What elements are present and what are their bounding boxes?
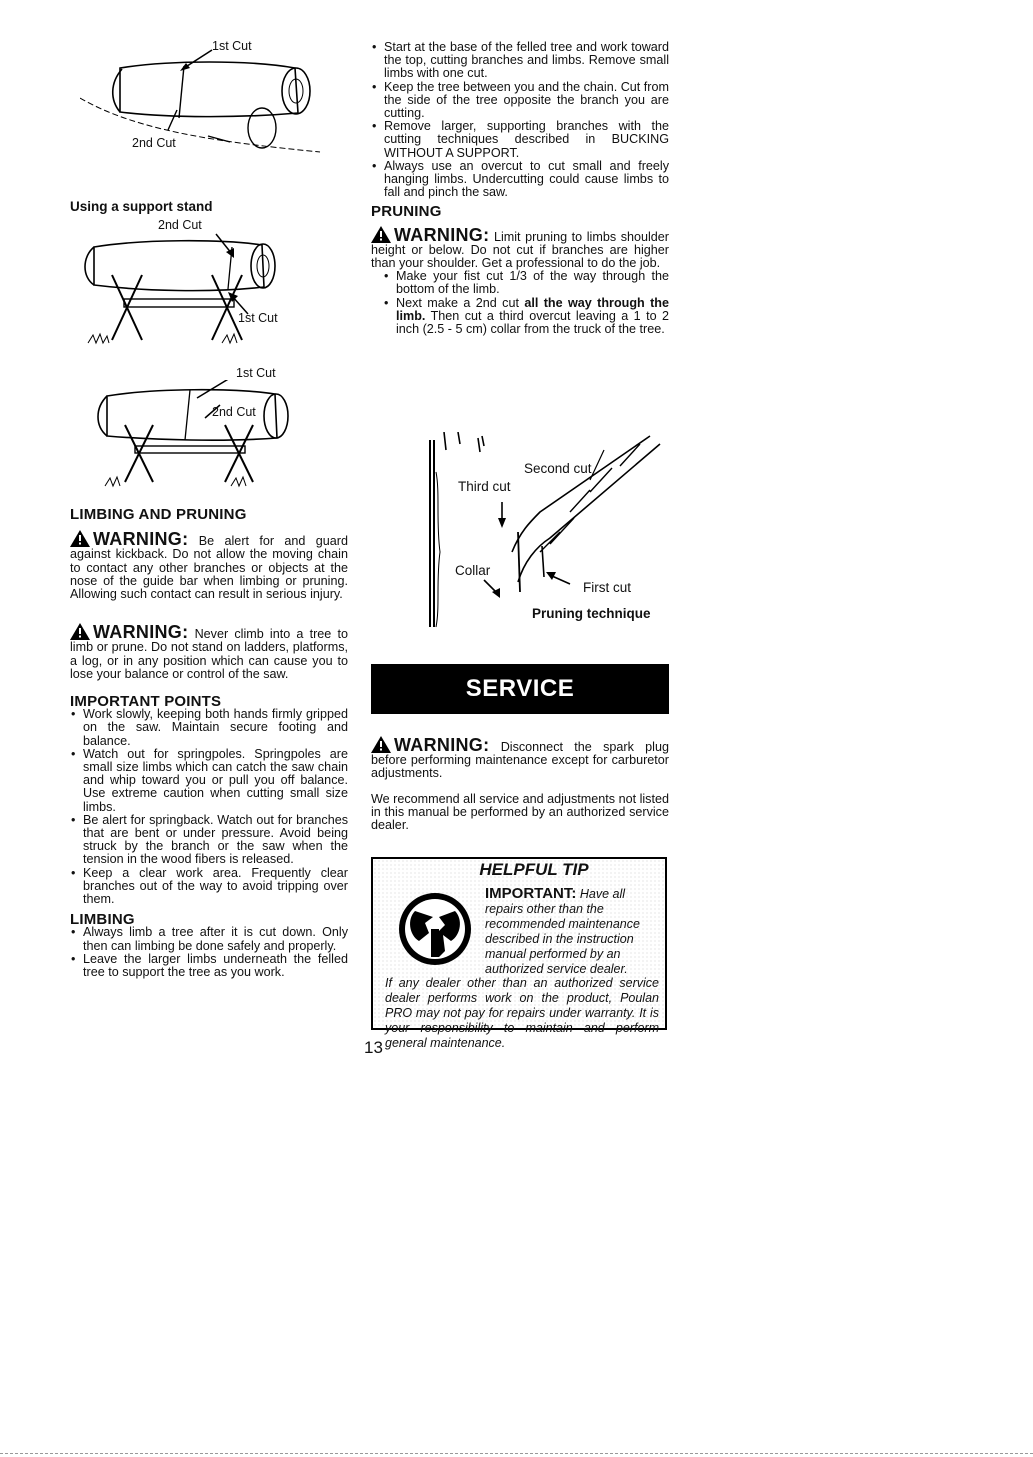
climbing-warning-text: Never climb into a tree to limb or prune. Do not stand on ladders, platforms, a log, or in any position which can cause you to lose your balance or control of the saw.: [70, 627, 348, 681]
warning-label: WARNING:: [93, 529, 189, 550]
collar-label: Collar: [455, 563, 491, 578]
service-text: [371, 736, 669, 832]
list-item: • Next make a 2nd cut all the way through the limb. Then cut a third overcut leaving a 1 to 2 inch (2.5 - 5 cm) collar from the truck of the tree.: [383, 297, 669, 337]
list-item: • Watch out for springpoles. Springpoles are small size limbs which can catch the saw chain and whip toward you or pull you off balance. Use extreme caution when cutting small size limbs.: [70, 748, 348, 814]
support-stand-illustration-2: [95, 380, 295, 490]
helpful-tip-title: HELPFUL TIP: [479, 860, 589, 879]
warning-triangle-icon: [70, 623, 90, 640]
spark-plug-warning-text: Disconnect the spark plug before performing maintenance except for carburetor adjustments.: [371, 740, 669, 781]
log-on-ground-illustration: [80, 38, 330, 158]
stand1-second-cut-arrow: [210, 230, 240, 260]
list-item: • Make your fist cut 1/3 of the way through the bottom of the limb.: [383, 270, 669, 296]
climbing-warning: [70, 623, 348, 681]
list-item: • Always use an overcut to cut small and freely hanging limbs. Undercutting could cause limbs to fall and pinch the saw.: [371, 160, 669, 200]
helpful-tip-important-label: IMPORTANT:: [485, 885, 577, 902]
wrench-icon: [395, 889, 475, 969]
spark-plug-warning: [371, 736, 669, 781]
left-column-text: [70, 508, 348, 979]
support-stand-caption: Using a support stand: [70, 199, 213, 214]
list-item: • Start at the base of the felled tree and work toward the top, cutting branches and limbs. Remove small limbs with one cut.: [371, 41, 669, 81]
list-item: • Leave the larger limbs underneath the felled tree to support the tree as you work.: [70, 953, 348, 979]
stand1-first-cut-arrow: [224, 288, 254, 318]
stand2-first-cut-label: 1st Cut: [236, 366, 276, 380]
second-cut-label: Second cut: [524, 461, 592, 476]
limbing-continued-list: [371, 41, 669, 199]
warning-label: WARNING:: [93, 622, 189, 643]
important-points-list: [70, 708, 348, 906]
service-banner: SERVICE: [371, 664, 669, 714]
stand1-first-cut-label: 1st Cut: [238, 311, 278, 325]
first-cut-label: First cut: [583, 580, 632, 595]
warning-triangle-icon: [70, 530, 90, 547]
helpful-tip-text-1: Have all repairs other than the recommended maintenance described in the instruction manual performed by an authorized service dealer.: [485, 887, 640, 976]
helpful-tip-text: [485, 886, 657, 977]
support-stand-illustration-1: [82, 225, 297, 350]
pruning-technique-caption: Pruning technique: [532, 606, 651, 621]
top-second-cut-label: 2nd Cut: [132, 136, 176, 150]
stand2-second-cut-label: 2nd Cut: [212, 405, 256, 419]
list-item: • Work slowly, keeping both hands firmly gripped on the saw. Maintain secure footing and balance.: [70, 708, 348, 748]
list-item: • Keep the tree between you and the chain. Cut from the side of the tree opposite the branch you are cutting.: [371, 81, 669, 121]
pruning-warning-text: Limit pruning to limbs shoulder height or below. Do not cut if branches are higher than your shoulder. Get a professional to do the job.: [371, 229, 669, 271]
warning-label: WARNING:: [394, 224, 490, 245]
list-item: • Be alert for springback. Watch out for branches that are bent or under pressure. Avoid being struck by the branch or the saw when the tension in the wood fibers is released.: [70, 814, 348, 867]
page-number: 13: [364, 1038, 383, 1057]
limbing-heading: LIMBING: [70, 911, 135, 929]
top-first-cut-label: 1st Cut: [212, 39, 252, 53]
list-item: • Remove larger, supporting branches with the cutting techniques described in BUCKING WITHOUT A SUPPORT.: [371, 120, 669, 160]
page-cut-line: [0, 1453, 1033, 1454]
third-cut-label: Third cut: [458, 479, 511, 494]
warning-triangle-icon: [371, 736, 391, 753]
limbing-list: [70, 926, 348, 979]
stand1-second-cut-label: 2nd Cut: [158, 218, 202, 232]
pruning-steps-list: [383, 270, 669, 336]
list-item: • Always limb a tree after it is cut down. Only then can limbing be done safely and properly.: [70, 926, 348, 952]
service-paragraph: We recommend all service and adjustments not listed in this manual be performed by an authorized service dealer.: [371, 791, 669, 833]
kickback-warning-text: Be alert for and guard against kickback. Do not allow the moving chain to contact any other branches or objects at the nose of the guide bar when limbing or pruning. Allowing such contact can result in serious injury.: [70, 534, 348, 602]
kickback-warning: [70, 530, 348, 601]
helpful-tip-box: [371, 857, 667, 1050]
list-item: • Keep a clear work area. Frequently clear branches out of the way to avoid tripping over them.: [70, 867, 348, 907]
helpful-tip-text-2: If any dealer other than an authorized service dealer performs work on the product, Poulan PRO may not pay for repairs under warranty. It is your responsibility to maintain and perform general maintenance.: [385, 976, 659, 1050]
warning-label: WARNING:: [394, 735, 490, 755]
pruning-warning: [371, 226, 669, 271]
warning-triangle-icon: [371, 226, 391, 243]
right-column-text: [371, 41, 669, 336]
important-points-heading: IMPORTANT POINTS: [70, 693, 222, 711]
limbing-pruning-heading: LIMBING AND PRUNING: [70, 506, 247, 523]
pruning-heading: PRUNING: [371, 203, 442, 221]
